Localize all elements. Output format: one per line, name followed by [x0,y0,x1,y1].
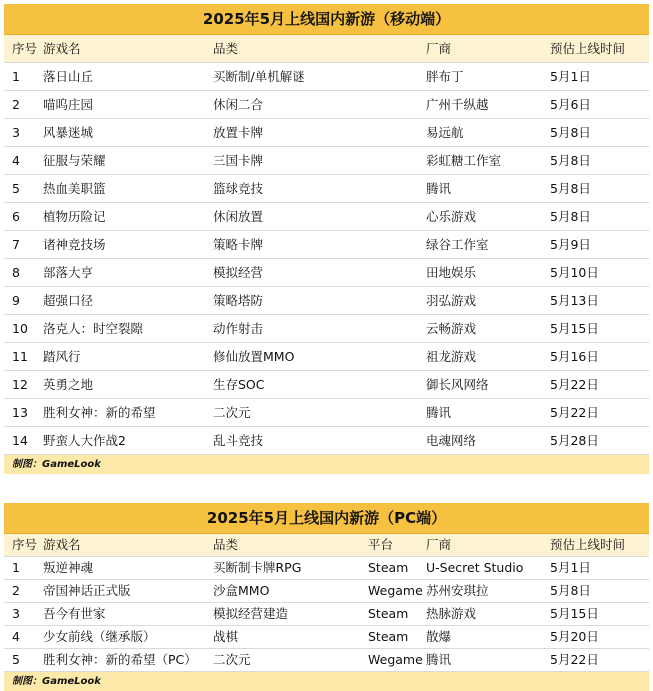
table-cell: 广州千纵越 [426,97,489,112]
table-cell: 诸神竞技场 [43,237,106,252]
table-cell: 落日山丘 [43,69,94,84]
table-cell: 二次元 [213,405,251,420]
table-cell: 1 [12,69,20,84]
table-cell: 休闲放置 [213,209,264,224]
table-cell: 二次元 [213,652,251,667]
header-cell: 品类 [213,41,239,56]
table-row [4,119,649,147]
header-cell: 厂商 [426,537,452,552]
table-cell: 植物历险记 [43,209,106,224]
pc-games-table [4,503,649,691]
table-cell: 5月8日 [550,209,591,224]
table-row [4,287,649,315]
table-cell: 5月8日 [550,125,591,140]
table-cell: 5月15日 [550,606,599,621]
table-cell: 买断制/单机解谜 [213,69,305,84]
table-cell: 2 [12,583,20,598]
table-cell: 休闲二合 [213,97,264,112]
table-cell: 5月28日 [550,433,599,448]
table-cell: 踏风行 [43,349,81,364]
table-cell: 5月15日 [550,321,599,336]
table-cell: 5月8日 [550,181,591,196]
table-cell: 7 [12,237,20,252]
table-cell: 喵呜庄园 [43,97,94,112]
table-cell: 征服与荣耀 [43,153,106,168]
table-cell: 策略塔防 [213,293,264,308]
table-cell: 心乐游戏 [426,209,477,224]
table-cell: 三国卡牌 [213,153,264,168]
table-cell: 5月10日 [550,265,599,280]
table-cell: 乱斗竞技 [213,433,264,448]
table-row [4,603,649,626]
table-cell: 篮球竞技 [213,181,264,196]
table-row [4,649,649,672]
table-row [4,399,649,427]
table-cell: U-Secret Studio [426,560,524,575]
table-row [4,63,649,91]
table-cell: 4 [12,153,20,168]
header-cell: 序号 [12,537,38,552]
table-cell: 胖布丁 [426,69,464,84]
table-cell: 5月22日 [550,377,599,392]
table-row [4,427,649,455]
table-cell: 生存SOC [213,377,265,392]
table-row [4,231,649,259]
table-cell: 绿谷工作室 [426,237,489,252]
table-cell: Steam [368,606,409,621]
table-cell: 英勇之地 [43,377,94,392]
table-cell: 14 [12,433,28,448]
table-cell: Wegame [368,583,423,598]
table-cell: 热脉游戏 [426,606,477,621]
table-cell: 战棋 [213,629,239,644]
credit-footer: 制图：GameLook [4,455,649,474]
table-cell: 彩虹糖工作室 [426,153,502,168]
table-cell: 帝国神话正式版 [43,583,131,598]
table-row [4,175,649,203]
table-cell: 祖龙游戏 [426,349,477,364]
table-cell: 田地娱乐 [426,265,477,280]
table-row [4,371,649,399]
header-cell: 游戏名 [43,537,81,552]
table-cell: 胜利女神：新的希望（PC） [43,652,197,667]
table-cell: Wegame [368,652,423,667]
table-cell: 2 [12,97,20,112]
table-cell: 5月8日 [550,153,591,168]
table-cell: 少女前线（继承版） [43,629,156,644]
table-cell: 5月8日 [550,583,591,598]
header-cell: 厂商 [426,41,452,56]
table-row [4,626,649,649]
header-cell: 序号 [12,41,38,56]
table-cell: 1 [12,560,20,575]
header-cell: 游戏名 [43,41,81,56]
table-cell: 5月22日 [550,405,599,420]
table-row [4,557,649,580]
table-cell: 5月1日 [550,560,591,575]
table-cell: 腾讯 [426,181,452,196]
table-cell: Steam [368,560,409,575]
table-cell: 云畅游戏 [426,321,477,336]
table-cell: 3 [12,125,20,140]
table-cell: 易远航 [426,125,464,140]
table-cell: 电魂网络 [426,433,477,448]
header-row [4,534,649,557]
header-cell: 预估上线时间 [550,537,626,552]
table-cell: 5月9日 [550,237,591,252]
table-row [4,580,649,603]
table-cell: 叛逆神魂 [43,560,94,575]
table-cell: 5月1日 [550,69,591,84]
table-cell: 动作射击 [213,321,264,336]
table-cell: 5 [12,652,20,667]
table-cell: 13 [12,405,28,420]
table-cell: 羽弘游戏 [426,293,477,308]
table-cell: 超强口径 [43,293,94,308]
table-cell: 风暴迷城 [43,125,94,140]
table-cell: 散爆 [426,629,452,644]
table-cell: 御长风网络 [426,377,489,392]
header-cell: 平台 [368,537,394,552]
table-row [4,343,649,371]
credit-footer: 制图：GameLook [4,672,649,691]
table-cell: 策略卡牌 [213,237,264,252]
table-cell: 5月16日 [550,349,599,364]
header-cell: 预估上线时间 [550,41,626,56]
table-cell: 吾今有世家 [43,606,106,621]
table-cell: 模拟经营建造 [213,606,289,621]
table-row [4,203,649,231]
table-cell: 11 [12,349,28,364]
table-title: 2025年5月上线国内新游（移动端） [4,4,649,35]
table-cell: 腾讯 [426,405,452,420]
table-cell: 沙盒MMO [213,583,270,598]
table-cell: 4 [12,629,20,644]
table-cell: 热血美职篮 [43,181,106,196]
table-row [4,315,649,343]
table-cell: 放置卡牌 [213,125,264,140]
header-row [4,35,649,63]
table-cell: 5月20日 [550,629,599,644]
mobile-games-table [4,4,649,474]
table-cell: 苏州安琪拉 [426,583,489,598]
table-cell: 6 [12,209,20,224]
table-cell: 野蛮人大作战2 [43,433,126,448]
table-cell: 买断制卡牌RPG [213,560,302,575]
table-cell: 9 [12,293,20,308]
table-cell: 洛克人：时空裂隙 [43,321,144,336]
table-cell: Steam [368,629,409,644]
table-cell: 5月22日 [550,652,599,667]
table-cell: 胜利女神：新的希望 [43,405,156,420]
table-cell: 10 [12,321,28,336]
table-cell: 5 [12,181,20,196]
table-cell: 5月6日 [550,97,591,112]
table-cell: 8 [12,265,20,280]
table-row [4,147,649,175]
table-cell: 3 [12,606,20,621]
table-cell: 腾讯 [426,652,452,667]
table-cell: 部落大亨 [43,265,94,280]
table-row [4,91,649,119]
table-cell: 12 [12,377,28,392]
table-cell: 修仙放置MMO [213,349,295,364]
table-cell: 模拟经营 [213,265,264,280]
table-body [4,557,649,672]
table-row [4,259,649,287]
table-body [4,63,649,455]
table-title: 2025年5月上线国内新游（PC端） [4,503,649,534]
header-cell: 品类 [213,537,239,552]
table-cell: 5月13日 [550,293,599,308]
